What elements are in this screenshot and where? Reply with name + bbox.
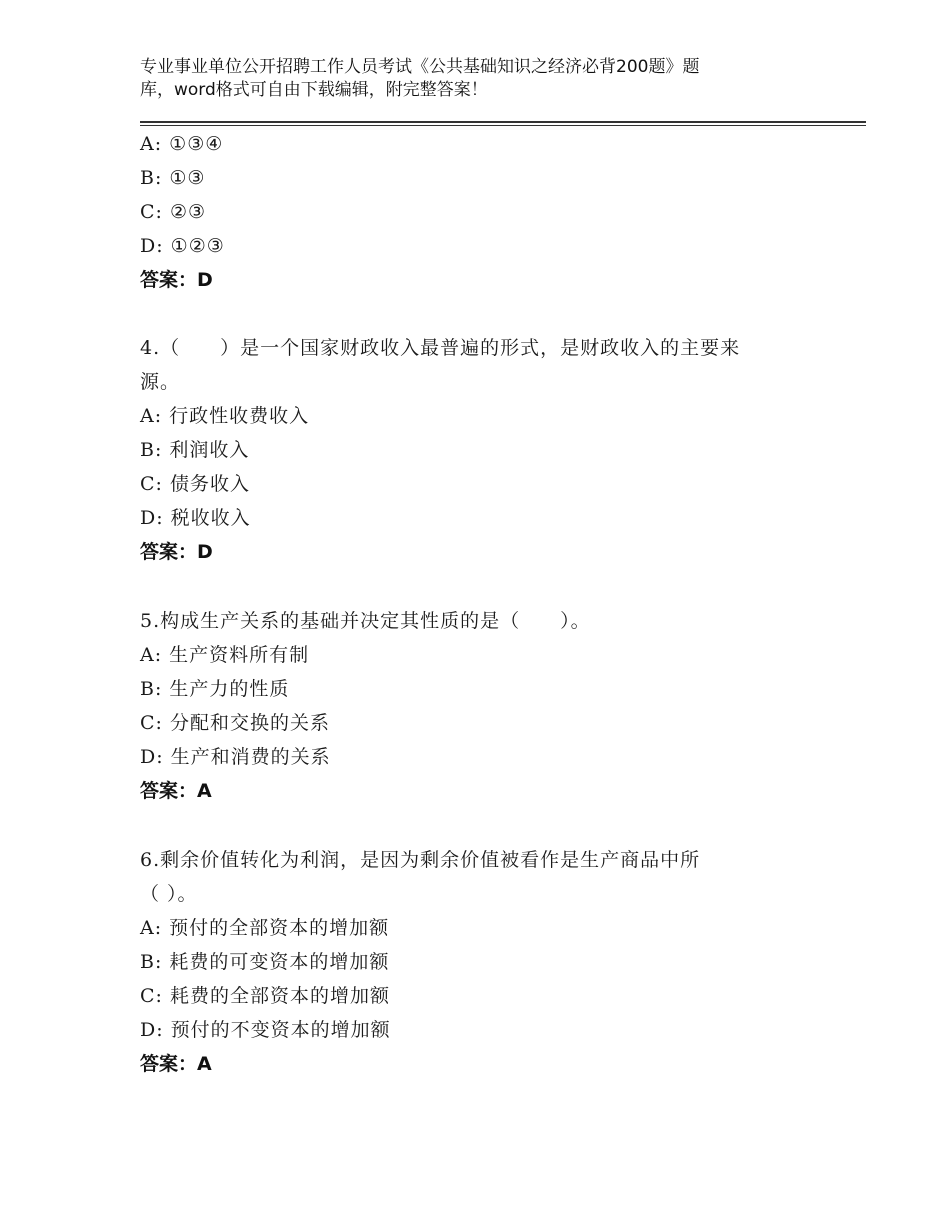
option-d: D: ①②③ [140, 235, 225, 257]
question-stem-line-2: （ ）。 [140, 883, 198, 905]
question-6 [140, 843, 820, 1081]
option-d: D: 预付的不变资本的增加额 [140, 1019, 391, 1041]
header-line-2: 库，word格式可自由下载编辑，附完整答案！ [140, 80, 488, 100]
option-b: B: ①③ [140, 167, 206, 189]
option-b: B: 利润收入 [140, 439, 250, 461]
option-b: B: 生产力的性质 [140, 678, 290, 700]
option-c: C: ②③ [140, 201, 207, 223]
question-stem-line-1: 6.剩余价值转化为利润，是因为剩余价值被看作是生产商品中所 [140, 849, 701, 871]
header-line-1: 专业事业单位公开招聘工作人员考试《公共基础知识之经济必背200题》题 [140, 57, 700, 77]
question-3 [140, 127, 820, 297]
option-c: C: 债务收入 [140, 473, 250, 495]
option-d: D: 税收收入 [140, 507, 251, 529]
option-a: A: 生产资料所有制 [140, 644, 310, 666]
option-d: D: 生产和消费的关系 [140, 746, 331, 768]
question-stem-line-1: 4.（ ）是一个国家财政收入最普遍的形式，是财政收入的主要来 [140, 337, 741, 359]
document-header [140, 56, 780, 102]
question-4 [140, 331, 820, 569]
answer: 答案：D [140, 269, 213, 291]
question-stem-line-1: 5.构成生产关系的基础并决定其性质的是（ ）。 [140, 610, 591, 632]
option-a: A: ①③④ [140, 133, 224, 155]
option-a: A: 行政性收费收入 [140, 405, 310, 427]
option-a: A: 预付的全部资本的增加额 [140, 917, 390, 939]
option-b: B: 耗费的可变资本的增加额 [140, 951, 390, 973]
question-5 [140, 604, 820, 808]
answer: 答案：D [140, 541, 213, 563]
header-rule-thin [140, 125, 866, 126]
answer: 答案：A [140, 780, 212, 802]
header-rule-thick [140, 121, 866, 123]
answer: 答案：A [140, 1053, 212, 1075]
option-c: C: 耗费的全部资本的增加额 [140, 985, 390, 1007]
question-stem-line-2: 源。 [140, 371, 181, 393]
option-c: C: 分配和交换的关系 [140, 712, 330, 734]
